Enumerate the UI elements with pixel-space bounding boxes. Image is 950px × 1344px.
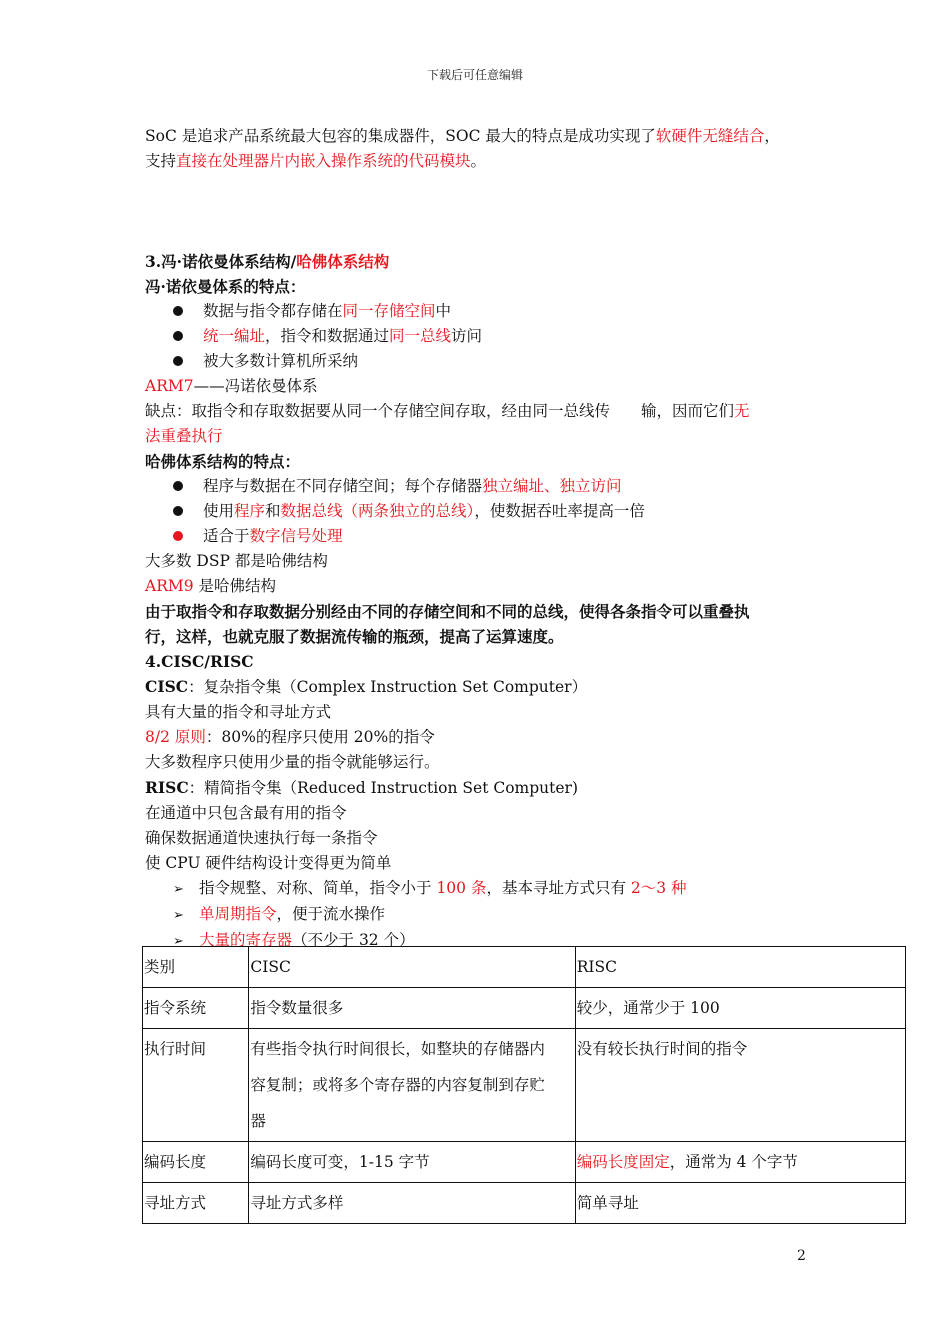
list-highlight: 数据总线（两条独立的总线） — [280, 502, 475, 520]
list-highlight: 程序 — [234, 502, 266, 520]
list-text: 中 — [435, 302, 452, 320]
bullet-icon — [173, 531, 183, 541]
list-item — [145, 876, 825, 902]
table-row — [143, 1142, 906, 1183]
section-title-text: 3.冯·诺依曼体系结构/ — [145, 252, 297, 271]
list-text: 数据与指令都存储在 — [203, 302, 343, 320]
bullet-icon — [173, 331, 183, 341]
risc-desc-1: 在通道中只包含最有用的指令 — [145, 804, 347, 822]
list-highlight: 大量的寄存器 — [199, 931, 293, 949]
list-item — [145, 499, 825, 524]
table-cell — [249, 1029, 575, 1142]
risc-desc-3: 使 CPU 硬件结构设计变得更为简单 — [145, 854, 392, 872]
section-4-title: 4.CISC/RISC — [145, 652, 254, 671]
bullet-icon — [173, 306, 183, 316]
table-header-row — [143, 947, 906, 988]
table-cell: 寻址方式 — [143, 1183, 249, 1224]
table-cell: RISC — [575, 947, 905, 988]
rule-label: 8/2 原则 — [145, 728, 206, 746]
table-cell: 编码长度可变，1-15 字节 — [249, 1142, 575, 1183]
intro-text: ， — [764, 127, 780, 145]
list-highlight: 统一编址 — [203, 327, 266, 345]
intro-line-2 — [145, 149, 825, 174]
table-cell: 简单寻址 — [575, 1183, 905, 1224]
flaw-line-1 — [145, 399, 825, 424]
von-neumann-heading: 冯·诺依曼体系的特点： — [145, 277, 306, 296]
list-item — [145, 299, 825, 324]
flaw-line-2 — [145, 424, 825, 449]
cell-highlight: 编码长度固定 — [576, 1153, 670, 1171]
intro-highlight: 直接在处理器片内嵌入操作系统的代码模块 — [176, 152, 471, 170]
table-cell — [575, 1142, 905, 1183]
intro-text: 。 — [470, 152, 487, 170]
table-cell: 执行时间 — [143, 1029, 249, 1142]
arm9-label: ARM9 — [145, 577, 194, 595]
arrow-bullet-icon: ➢ — [173, 882, 184, 897]
risc-line — [145, 775, 825, 801]
list-text: ，便于流水操作 — [276, 905, 386, 923]
cell-line: 器 — [250, 1112, 266, 1130]
arrow-bullet-icon: ➢ — [173, 934, 184, 949]
cell-text: ，通常为 4 个字节 — [669, 1153, 798, 1171]
list-text: （不少于 32 个） — [292, 931, 415, 949]
list-text: ，基本寻址方式只有 — [486, 879, 631, 897]
list-text: 使用 — [203, 502, 235, 520]
intro-text: SoC 是追求产品系统最大包容的集成器件，SOC 最大的特点是成功实现了 — [145, 127, 656, 145]
flaw-highlight: 无 — [734, 402, 750, 420]
rule-line — [145, 725, 825, 750]
table-row — [143, 988, 906, 1029]
list-highlight: 2～3 种 — [630, 879, 687, 897]
list-item — [145, 902, 825, 928]
page-header: 下载后可任意编辑 — [426, 68, 523, 82]
flaw-highlight: 法重叠执行 — [145, 427, 223, 445]
intro-line-1 — [145, 124, 825, 149]
arm9-text: 是哈佛结构 — [193, 577, 277, 595]
list-highlight: 100 条 — [436, 879, 487, 897]
dsp-line: 大多数 DSP 都是哈佛结构 — [145, 552, 328, 570]
flaw-text: 缺点：取指令和存取数据要从同一个存储空间存取，经由同一总线传 输，因而它们 — [145, 402, 735, 420]
cisc-desc-2: 大多数程序只使用少量的指令就能够运行。 — [145, 753, 440, 771]
table-cell: 类别 — [143, 947, 249, 988]
cell-line: 有些指令执行时间很长，如整块的存储器内 — [250, 1040, 545, 1058]
list-highlight: 数字信号处理 — [249, 527, 343, 545]
bullet-icon — [173, 506, 183, 516]
harvard-heading: 哈佛体系结构的特点： — [145, 452, 301, 471]
list-highlight: 独立编址、独立访问 — [482, 477, 622, 495]
section-3-title — [145, 249, 825, 274]
table-cell: 较少，通常少于 100 — [575, 988, 905, 1029]
table-cell: 指令系统 — [143, 988, 249, 1029]
list-text: 适合于 — [203, 527, 250, 545]
list-text: 访问 — [451, 327, 483, 345]
list-item — [145, 474, 825, 499]
list-text: 程序与数据在不同存储空间；每个存储器 — [203, 477, 483, 495]
table-cell: 指令数量很多 — [249, 988, 575, 1029]
cisc-text: ：复杂指令集（Complex Instruction Set Computer） — [188, 678, 588, 696]
section-title-highlight: 哈佛体系结构 — [296, 252, 390, 271]
risc-label: RISC — [145, 778, 189, 797]
list-text: ，指令和数据通过 — [265, 327, 390, 345]
list-item — [145, 524, 825, 549]
arm7-line — [145, 374, 825, 399]
arrow-bullet-icon: ➢ — [173, 908, 184, 923]
table-row — [143, 1183, 906, 1224]
list-text: 指令规整、对称、简单，指令小于 — [199, 879, 437, 897]
table-cell: 没有较长执行时间的指令 — [575, 1029, 905, 1142]
page-number: 2 — [797, 1248, 806, 1264]
list-text: 和 — [265, 502, 281, 520]
list-text: ，使数据吞吐率提高一倍 — [474, 502, 645, 520]
table-cell: 寻址方式多样 — [249, 1183, 575, 1224]
list-highlight: 单周期指令 — [199, 905, 277, 923]
arm7-text: ——冯诺依曼体系 — [193, 377, 318, 395]
risc-desc-2: 确保数据通道快速执行每一条指令 — [145, 829, 378, 847]
intro-highlight: 软硬件无缝结合 — [655, 127, 765, 145]
cisc-line — [145, 674, 825, 700]
table-cell: CISC — [249, 947, 575, 988]
risc-text: ：精简指令集（Reduced Instruction Set Computer) — [188, 779, 579, 797]
table-row — [143, 1029, 906, 1142]
cisc-label: CISC — [145, 677, 189, 696]
list-item — [145, 349, 825, 374]
rule-text: ：80%的程序只使用 20%的指令 — [205, 728, 435, 746]
list-highlight: 同一总线 — [389, 327, 452, 345]
bullet-icon — [173, 356, 183, 366]
table-cell: 编码长度 — [143, 1142, 249, 1183]
list-text: 被大多数计算机所采纳 — [203, 352, 359, 370]
page-content — [145, 124, 825, 954]
cisc-desc-1: 具有大量的指令和寻址方式 — [145, 703, 332, 721]
intro-text: 支持 — [145, 152, 177, 170]
summary-line-1: 由于取指令和存取数据分别经由不同的存储空间和不同的总线，使得各条指令可以重叠执 — [145, 602, 750, 621]
bullet-icon — [173, 481, 183, 491]
list-highlight: 同一存储空间 — [342, 302, 436, 320]
cell-line: 容复制；或将多个寄存器的内容复制到存贮 — [250, 1076, 545, 1094]
list-item — [145, 324, 825, 349]
comparison-table — [142, 946, 906, 1224]
arm7-label: ARM7 — [145, 377, 194, 395]
summary-line-2: 行，这样，也就克服了数据流传输的瓶颈，提高了运算速度。 — [145, 627, 564, 646]
arm9-line — [145, 574, 825, 599]
